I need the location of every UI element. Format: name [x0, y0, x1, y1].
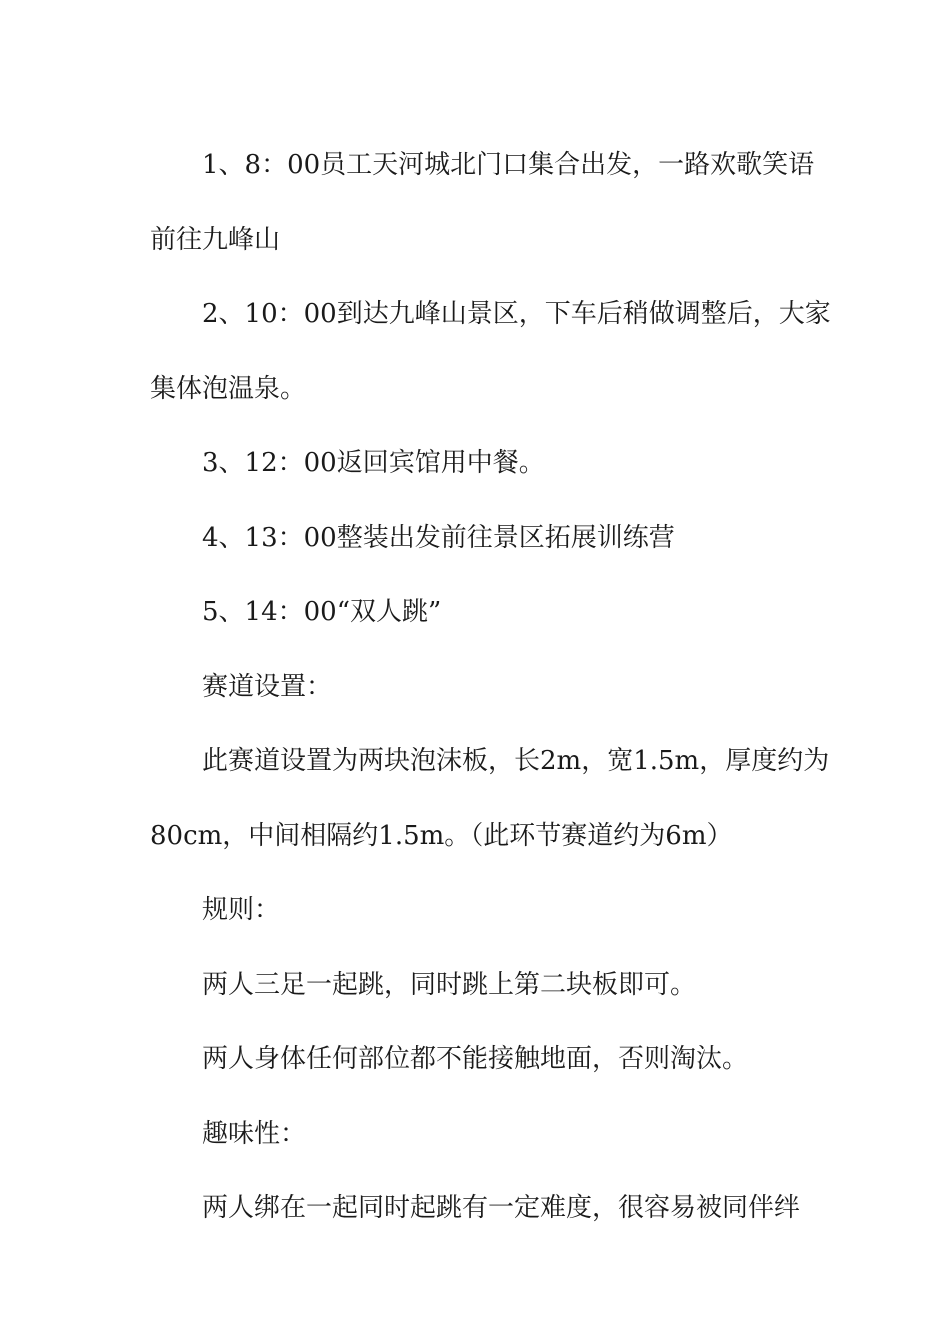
schedule-item-2-line-2: 集体泡温泉。 [150, 373, 307, 404]
track-setup-heading: 赛道设置： [202, 671, 333, 702]
schedule-item-1-line-1: 1、8：00员工天河城北门口集合出发，一路欢歌笑语 [202, 150, 815, 180]
document-body [150, 128, 831, 1246]
schedule-item-5: 5、14：00“双人跳” [202, 597, 442, 627]
schedule-item-1-line-2: 前往九峰山 [150, 224, 281, 255]
rule-1: 两人三足一起跳，同时跳上第二块板即可。 [202, 969, 697, 1000]
rules-heading: 规则： [202, 895, 281, 925]
schedule-item-2-line-1: 2、10：00到达九峰山景区，下车后稍做调整后，大家 [202, 299, 831, 329]
fun-heading: 趣味性： [202, 1118, 307, 1149]
schedule-item-4: 4、13：00整装出发前往景区拓展训练营 [202, 522, 675, 553]
rule-2: 两人身体任何部位都不能接触地面，否则淘汰。 [202, 1044, 749, 1074]
track-setup-line-1: 此赛道设置为两块泡沫板，长2m，宽1.5m，厚度约为 [202, 746, 830, 776]
schedule-item-3: 3、12：00返回宾馆用中餐。 [202, 448, 545, 478]
fun-line-1: 两人绑在一起同时起跳有一定难度，很容易被同伴绊 [202, 1193, 801, 1223]
track-setup-line-2: 80cm，中间相隔约1.5m。（此环节赛道约为6m） [150, 820, 733, 851]
